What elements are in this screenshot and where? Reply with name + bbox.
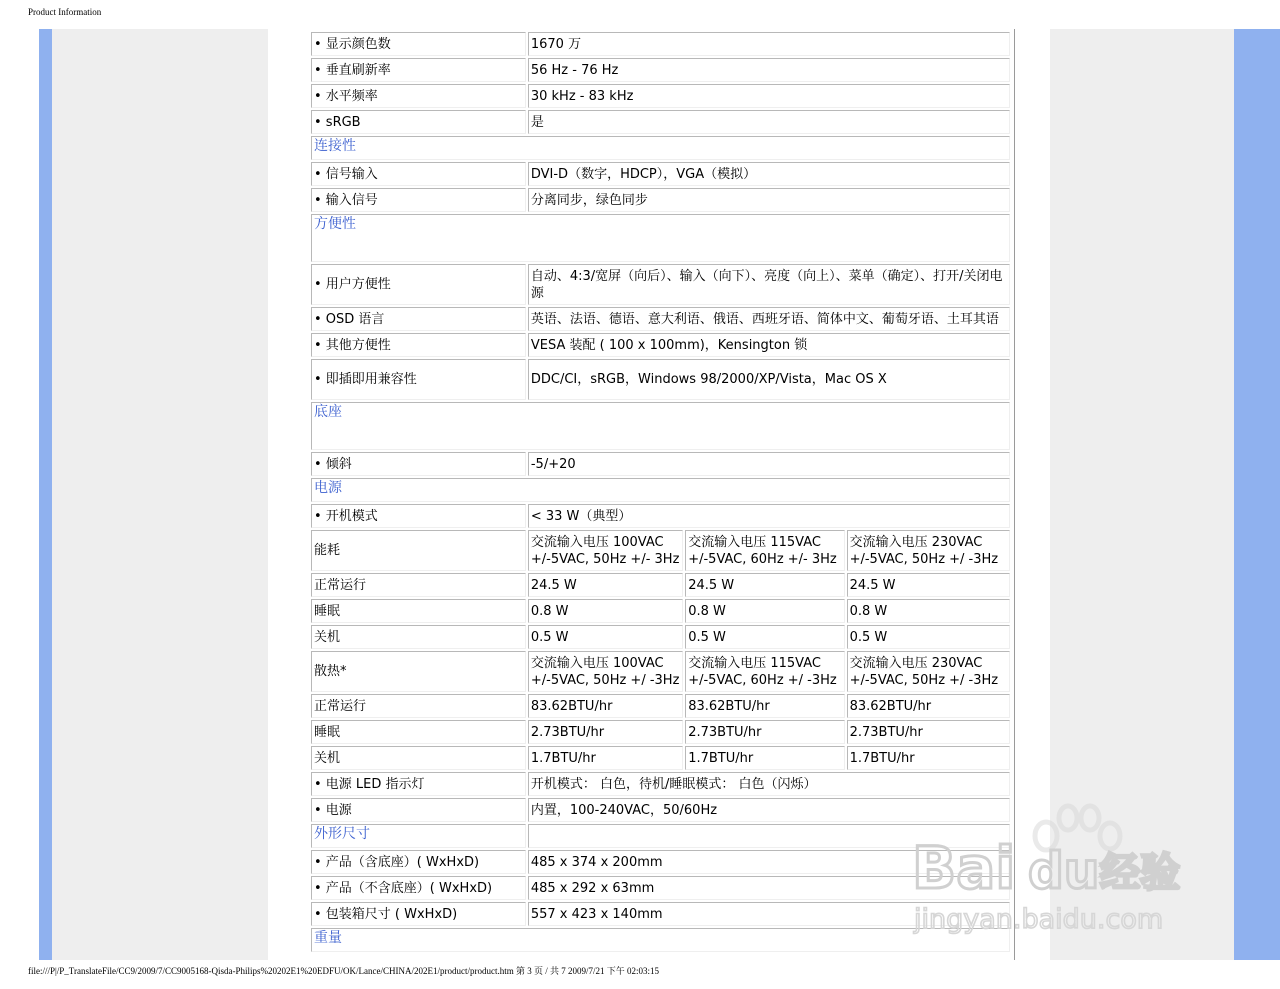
- spec-value: 是: [528, 110, 1010, 134]
- spec-value: -5/+20: [528, 452, 1010, 476]
- spec-value-115vac: 83.62BTU/hr: [685, 694, 844, 718]
- spec-value: 30 kHz - 83 kHz: [528, 84, 1010, 108]
- spec-value-100vac: 交流输入电压 100VAC +/-5VAC, 50Hz +/- 3Hz: [528, 530, 683, 571]
- spec-value-230vac: 1.7BTU/hr: [847, 746, 1010, 770]
- spec-value-100vac: 2.73BTU/hr: [528, 720, 683, 744]
- spec-value-115vac: 0.8 W: [685, 599, 844, 623]
- baidu-watermark-logo: [908, 796, 1208, 946]
- spec-value-100vac: 83.62BTU/hr: [528, 694, 683, 718]
- spec-row: [311, 573, 1010, 597]
- spec-label: • 电源 LED 指示灯: [311, 772, 526, 796]
- spec-label: • 水平频率: [311, 84, 526, 108]
- spec-label: • 包装箱尺寸 ( WxHxD): [311, 902, 526, 926]
- spec-value-230vac: 2.73BTU/hr: [847, 720, 1010, 744]
- spec-label: 关机: [311, 625, 526, 649]
- spec-label: • 用户方便性: [311, 264, 526, 305]
- spec-label: • 其他方便性: [311, 333, 526, 357]
- spec-row: [311, 876, 1010, 900]
- spec-value-100vac: 24.5 W: [528, 573, 683, 597]
- spec-value-115vac: 1.7BTU/hr: [685, 746, 844, 770]
- spec-row: [311, 84, 1010, 108]
- spec-value-230vac: 交流输入电压 230VAC +/-5VAC, 50Hz +/ -3Hz: [847, 651, 1010, 692]
- spec-value: 内置，100-240VAC，50/60Hz: [528, 798, 1010, 822]
- spec-value-100vac: 0.8 W: [528, 599, 683, 623]
- spec-value-100vac: 1.7BTU/hr: [528, 746, 683, 770]
- page-header-title: Product Information: [28, 7, 102, 17]
- spec-row: [311, 452, 1010, 476]
- spec-row: [311, 902, 1010, 926]
- spec-value-115vac: 交流输入电压 115VAC +/-5VAC, 60Hz +/- 3Hz: [685, 530, 844, 571]
- spec-row: [311, 264, 1010, 305]
- spec-row: [311, 824, 1010, 848]
- spec-value: VESA 装配 ( 100 x 100mm)，Kensington 锁: [528, 333, 1010, 357]
- spec-table: [309, 30, 1012, 954]
- spec-value-100vac: 0.5 W: [528, 625, 683, 649]
- spec-row: [311, 928, 1010, 952]
- spec-value-230vac: 24.5 W: [847, 573, 1010, 597]
- spec-row: [311, 402, 1010, 450]
- spec-label: 关机: [311, 746, 526, 770]
- section-heading: 重量: [311, 928, 1010, 952]
- spec-value: 分离同步，绿色同步: [528, 188, 1010, 212]
- spec-row: [311, 530, 1010, 571]
- spec-label: 睡眠: [311, 599, 526, 623]
- section-heading: 电源: [311, 478, 1010, 502]
- spec-value: 56 Hz - 76 Hz: [528, 58, 1010, 82]
- spec-value: < 33 W（典型）: [528, 504, 1010, 528]
- spec-row: [311, 58, 1010, 82]
- spec-row: [311, 162, 1010, 186]
- spec-label: • 倾斜: [311, 452, 526, 476]
- spec-row: [311, 694, 1010, 718]
- spec-label: • 产品（含底座）( WxHxD): [311, 850, 526, 874]
- section-heading: 连接性: [311, 136, 1010, 160]
- spec-value-115vac: 2.73BTU/hr: [685, 720, 844, 744]
- spec-row: [311, 214, 1010, 262]
- spec-value-115vac: 交流输入电压 115VAC +/-5VAC, 60Hz +/ -3Hz: [685, 651, 844, 692]
- spec-value: 开机模式： 白色，待机/睡眠模式： 白色（闪烁）: [528, 772, 1010, 796]
- spec-label: 正常运行: [311, 573, 526, 597]
- spec-row: [311, 625, 1010, 649]
- spec-label: 散热*: [311, 651, 526, 692]
- svg-text:jingyan.baidu.com: jingyan.baidu.com: [914, 904, 1164, 935]
- spec-value-115vac: 0.5 W: [685, 625, 844, 649]
- spec-value: 1670 万: [528, 32, 1010, 56]
- svg-text:du: du: [1028, 842, 1100, 900]
- spec-row: [311, 720, 1010, 744]
- spec-value-230vac: 0.5 W: [847, 625, 1010, 649]
- spec-row: [311, 188, 1010, 212]
- spec-row: [311, 110, 1010, 134]
- spec-value-230vac: 83.62BTU/hr: [847, 694, 1010, 718]
- spec-label: • 输入信号: [311, 188, 526, 212]
- spec-row: [311, 32, 1010, 56]
- spec-value: 自动、4:3/宽屏（向后）、输入（向下）、亮度（向上）、菜单（确定）、打开/关闭电源: [528, 264, 1010, 305]
- section-heading: 底座: [311, 402, 1010, 450]
- spec-label: 正常运行: [311, 694, 526, 718]
- spec-row: [311, 136, 1010, 160]
- spec-label: • sRGB: [311, 110, 526, 134]
- spec-label: • 垂直刷新率: [311, 58, 526, 82]
- spec-label: • OSD 语言: [311, 307, 526, 331]
- spec-row: [311, 359, 1010, 400]
- spec-label: • 显示颜色数: [311, 32, 526, 56]
- spec-value-230vac: 交流输入电压 230VAC +/-5VAC, 50Hz +/ -3Hz: [847, 530, 1010, 571]
- spec-label: • 产品（不含底座）( WxHxD): [311, 876, 526, 900]
- spec-row: [311, 307, 1010, 331]
- spec-row: [311, 599, 1010, 623]
- spec-value: 英语、法语、德语、意大利语、俄语、西班牙语、简体中文、葡萄牙语、土耳其语: [528, 307, 1010, 331]
- section-heading: 外形尺寸: [311, 824, 526, 848]
- spec-label: • 即插即用兼容性: [311, 359, 526, 400]
- section-heading: 方便性: [311, 214, 1010, 262]
- svg-text:Bai: Bai: [912, 834, 1016, 902]
- spec-value: DVI-D（数字，HDCP），VGA（模拟）: [528, 162, 1010, 186]
- spec-row: [311, 798, 1010, 822]
- spec-row: [311, 651, 1010, 692]
- left-gray-margin: [52, 29, 268, 960]
- spec-value: DDC/CI，sRGB，Windows 98/2000/XP/Vista，Mac OS X: [528, 359, 1010, 400]
- spec-value-115vac: 24.5 W: [685, 573, 844, 597]
- spec-label: • 电源: [311, 798, 526, 822]
- spec-value-230vac: 0.8 W: [847, 599, 1010, 623]
- spec-row: [311, 850, 1010, 874]
- spec-row: [311, 478, 1010, 502]
- spec-value: 557 x 423 x 140mm: [528, 902, 1010, 926]
- spec-value: 485 x 292 x 63mm: [528, 876, 1010, 900]
- right-blue-band: [1234, 29, 1280, 960]
- spec-label: 睡眠: [311, 720, 526, 744]
- left-blue-band: [39, 29, 52, 960]
- spec-row: [311, 333, 1010, 357]
- spec-row: [311, 746, 1010, 770]
- spec-label: • 信号输入: [311, 162, 526, 186]
- page-footer-path: file:///P|/P_TranslateFile/CC9/2009/7/CC9005168-Qisda-Philips%20202E1%20EDFU/OK/Lance/CHINA/202E1/product/product.htm 第 3 页 / 共 7 2009/7/21 下午 02:03:15: [28, 966, 659, 976]
- spec-row: [311, 504, 1010, 528]
- svg-text:经验: 经验: [1100, 850, 1180, 896]
- spec-value: 485 x 374 x 200mm: [528, 850, 1010, 874]
- spec-row: [311, 772, 1010, 796]
- spec-value-100vac: 交流输入电压 100VAC +/-5VAC, 50Hz +/ -3Hz: [528, 651, 683, 692]
- spec-label: • 开机模式: [311, 504, 526, 528]
- spec-label: 能耗: [311, 530, 526, 571]
